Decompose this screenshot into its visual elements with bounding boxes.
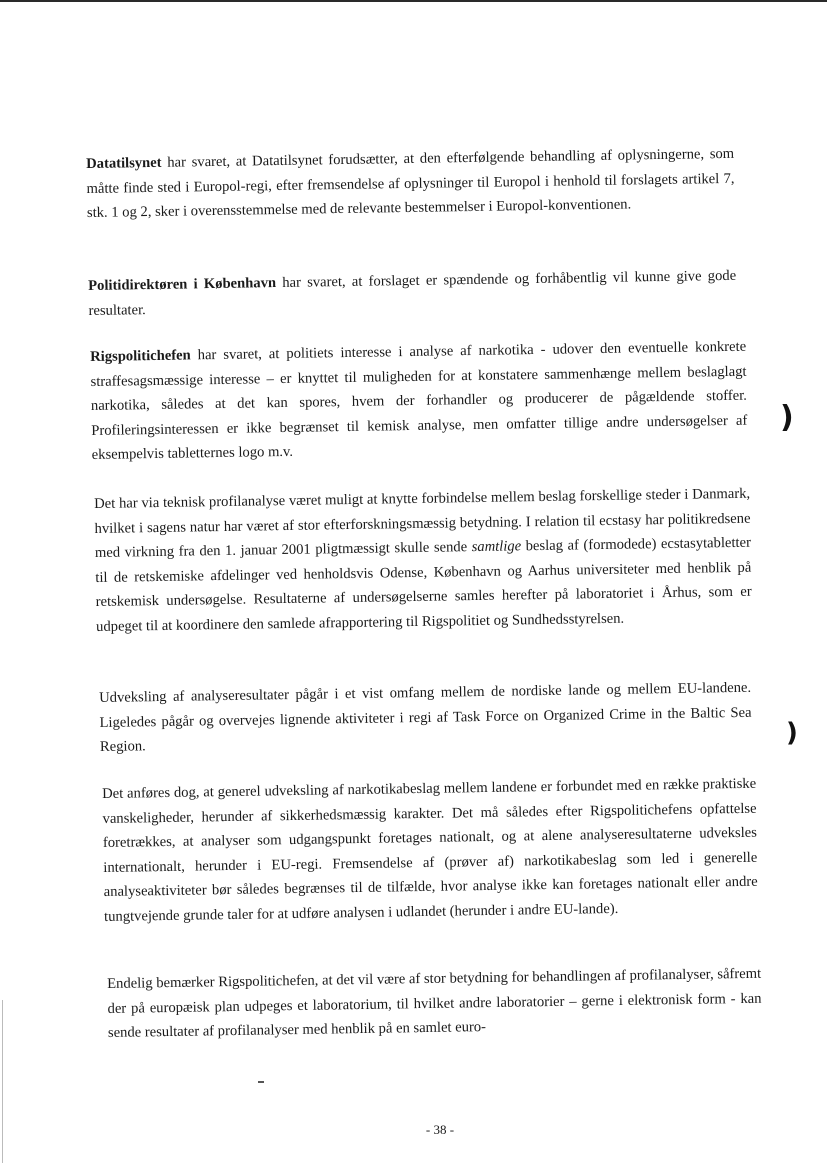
paragraph-rigspolitichefen [90, 335, 748, 468]
emphasis-samtlige: samtlige [471, 538, 522, 556]
stray-mark [258, 1081, 264, 1083]
paragraph-body: har svaret, at forslaget er spændende og forhåbentlig vil kunne give gode resultater. [88, 267, 737, 319]
paragraph-udveksling [99, 676, 752, 760]
paragraph-body: Endelig bemærker Rigspolitichefen, at det vil være af stor betydning for behandlingen af profilanalyser, såfremt der på europæisk plan udpeges et laboratorium, til hvilket andre laboratorier – gerne i elektronisk form - kan sende resultater af profilanalyser med henblik på en samlet euro- [107, 965, 762, 1041]
paragraph-body-end: beslag af (formodede) ecstasytabletter til de retskemiske afdelinger ved henholdsvis Odense, København og Aarhus universiteter med henblik på retskemisk undersøgelse. Resultaterne af undersøgelserne samles herefter på laboratoriet i Århus, som er udpeget til at koordinere den samlede afrapportering til Rigspolitiet og Sundhedsstyrelsen. [95, 534, 752, 635]
binder-hole-mark: ) [780, 400, 794, 435]
scan-edge-line [2, 1000, 3, 1163]
paragraph-lead-politidirektoeren: Politidirektøren i København [88, 275, 277, 294]
paragraph-profilanalyse [94, 482, 752, 639]
paragraph-body: Det anføres dog, at generel udveksling af narkotikabeslag mellem landene er forbundet med en række praktiske vanskeligheder, herunder af sikkerhedsmæssig karakter. Det må således efter Rigspolitichefens opfattelse foretrækkes, at analyser som udgangspunkt foretages nationalt, og at alene analyseresultaterne udveksles internationalt, herunder i EU-regi. Fremsendelse af (prøver af) narkotikabeslag som led i generelle analyseaktiviteter bør således begrænses til de tilfælde, hvor analyse ikke kan foretages nationalt eller andre tungtvejende grunde taler for at udføre analysen i udlandet (herunder i andre EU-lande). [102, 775, 758, 925]
paragraph-datatilsynet [86, 142, 735, 226]
paragraph-body: Udveksling af analyseresultater pågår i et vist omfang mellem de nordiske lande og mellem EU-landene. Ligeledes pågår og overvejes lignende aktiviteter i regi af Task Force on Organized Crime in the Baltic Sea Region. [99, 679, 752, 755]
paragraph-body-start: Det har via teknisk profilanalyse været muligt at knytte forbindelse mellem beslag forskellige steder i Danmark, hvilket i sagens natur har været af stor efterforskningsmæssig betydning. I relation til ecstasy har politikredsene med virkning fra den 1. januar 2001 pligtmæssigt skulle sende [94, 485, 751, 561]
paragraph-lead-datatilsynet: Datatilsynet [86, 154, 162, 172]
page-number: - 38 - [425, 1122, 455, 1137]
binder-hole-mark: ) [786, 718, 798, 748]
top-border-line [0, 0, 827, 2]
paragraph-body: har svaret, at Datatilsynet forudsætter, at den efterfølgende behandling af oplysningerne, som måtte finde sted i Europol-regi, efter fremsendelse af oplysninger til Europol i henhold til forslagets artikel 7, stk. 1 og 2, sker i overensstemmelse med de relevante bestemmelser i Europol-konventionen. [86, 145, 735, 221]
paragraph-body: har svaret, at politiets interesse i analyse af narkotika - udover den eventuelle konkrete straffesagsmæssige interesse – er knyttet til muligheden for at konstatere sammenhænge mellem beslaglagt narkotika, således at det kan spores, hvem der forhandler og producerer de pågældende stoffer. Profileringsinteressen er ikke begrænset til kemisk analyse, men omfatter tillige andre undersøgelser af eksempelvis tabletternes logo m.v. [90, 338, 748, 463]
paragraph-lead-rigspolitichefen: Rigspolitichefen [90, 347, 191, 365]
paragraph-endelig [107, 962, 762, 1046]
paragraph-politidirektoeren [88, 264, 737, 323]
paragraph-generel-udveksling [102, 772, 758, 929]
